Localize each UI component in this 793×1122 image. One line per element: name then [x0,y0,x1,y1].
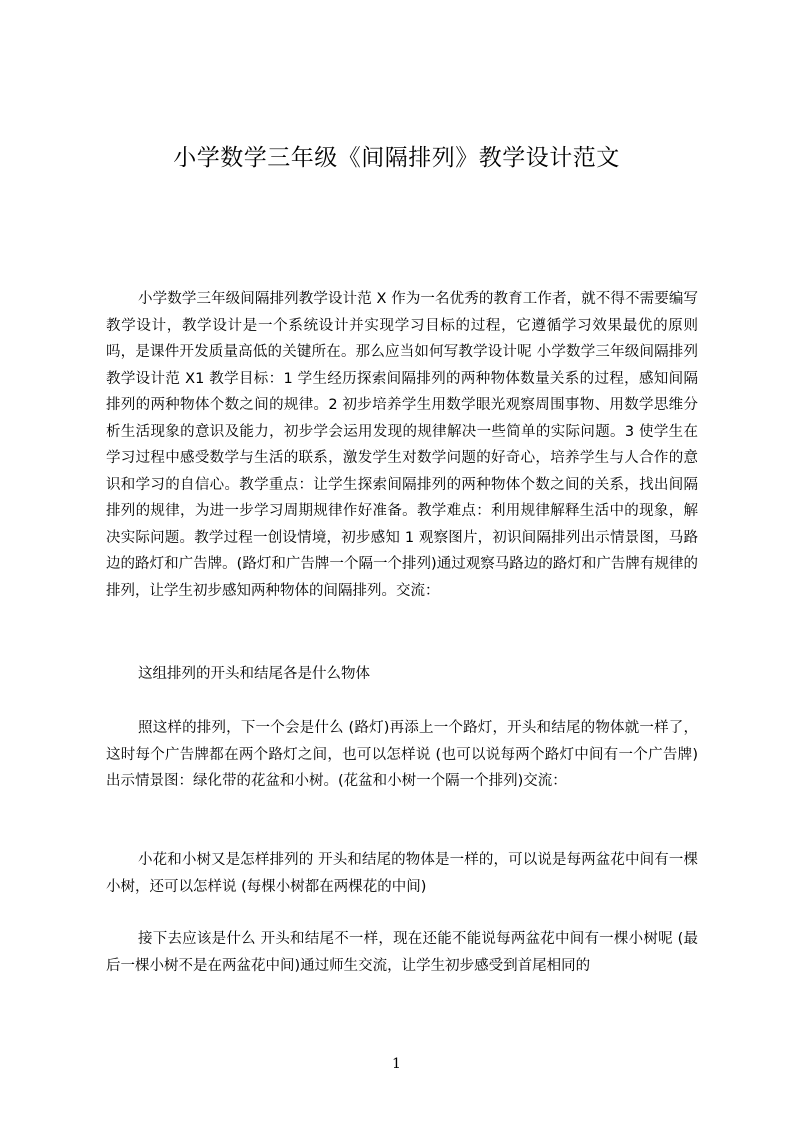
paragraph-question: 这组排列的开头和结尾各是什么物体 [138,666,370,682]
paragraph-flowers-trees: 小花和小树又是怎样排列的 开头和结尾的物体是一样的，可以说是每两盆花中间有一棵小树，还可以怎样说 (每棵小树都在两棵花的中间) [106,852,698,895]
paragraph-intro: 小学数学三年级间隔排列教学设计范 X 作为一名优秀的教育工作者，就不得不需要编写教学设计，教学设计是一个系统设计并实现学习目标的过程，它遵循学习效果最优的原则吗，是课件开发质量高低的关键所在。那么应当如何写教学设计呢 小学数学三年级间隔排列教学设计范 X1 教学目标：1 学生经历探索间隔排列的两种物体数量关系的过程，感知间隔排列的两种物体个数之间的规律。2 初步培养学生用数学眼光观察周围事物、用数学思维分析生活现象的意识及能力，初步学会运用发现的规律解决一些简单的实际问题。3 使学生在学习过程中感受数学与生活的联系，激发学生对数学问题的好奇心，培养学生与人合作的意识和学习的自信心。教学重点：让学生探索间隔排列的两种物体个数之间的关系，找出间隔排列的规律，为进一步学习周期规律作好准备。教学难点：利用规律解释生活中的现象，解决实际问题。教学过程一创设情境，初步感知 1 观察图片，初识间隔排列出示情景图，马路边的路灯和广告牌。(路灯和广告牌一个隔一个排列)通过观察马路边的路灯和广告牌有规律的排列，让学生初步感知两种物体的间隔排列。交流： [106,291,698,599]
paragraph-pattern: 照这样的排列，下一个会是什么 (路灯)再添上一个路灯，开头和结尾的物体就一样了，这时每个广告牌都在两个路灯之间，也可以怎样说 (也可以说每两个路灯中间有一个广告牌)出示情景图：绿化带的花盆和小树。(花盆和小树一个隔一个排列)交流： [106,720,698,789]
paragraph-next: 接下去应该是什么 开头和结尾不一样，现在还能不能说每两盆花中间有一棵小树呢 (最后一棵小树不是在两盆花中间)通过师生交流，让学生初步感受到首尾相同的 [106,931,698,974]
page-number: 1 [392,1056,401,1072]
document-title: 小学数学三年级《间隔排列》教学设计范文 [173,145,620,171]
